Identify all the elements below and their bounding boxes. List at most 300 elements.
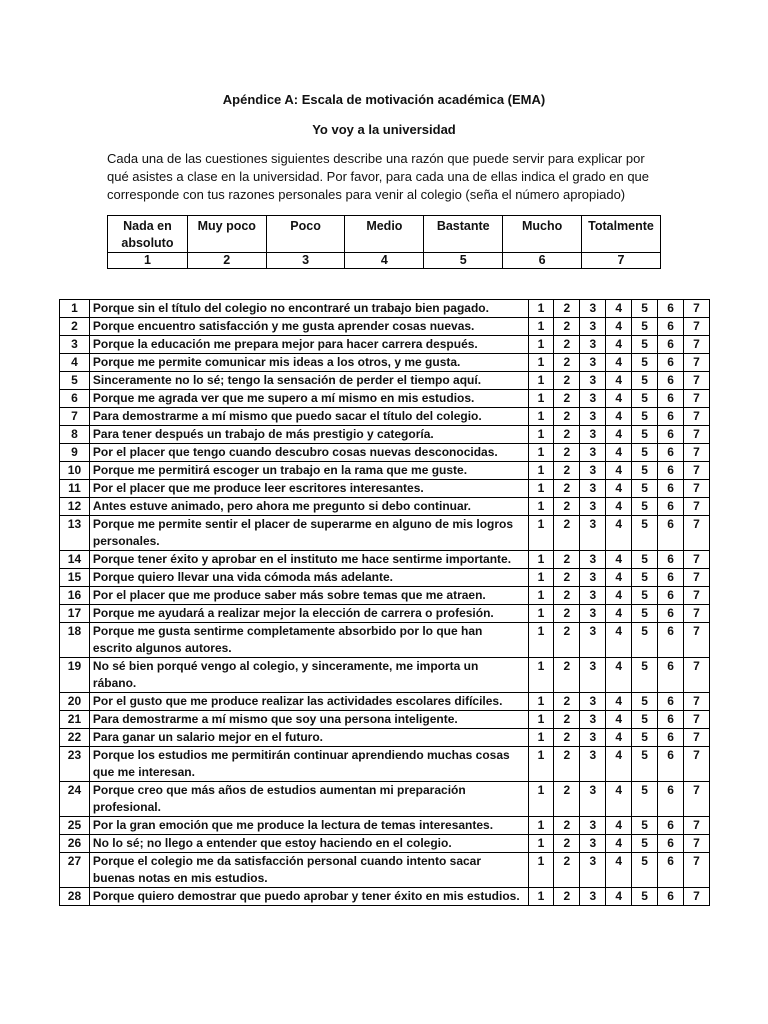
scale-value: 6 — [503, 253, 582, 269]
answer-option[interactable]: 3 — [580, 658, 606, 693]
question-row — [60, 835, 710, 853]
answer-option[interactable]: 2 — [554, 551, 580, 569]
answer-option[interactable]: 3 — [580, 747, 606, 782]
answer-option[interactable]: 7 — [684, 658, 710, 693]
question-row — [60, 693, 710, 711]
answer-option[interactable]: 4 — [606, 426, 632, 444]
scale-value: 7 — [582, 253, 661, 269]
scale-label: Bastante — [424, 216, 503, 253]
answer-option[interactable]: 6 — [658, 336, 684, 354]
answer-option[interactable]: 4 — [606, 693, 632, 711]
answer-option[interactable]: 3 — [580, 623, 606, 658]
answer-option[interactable]: 3 — [580, 587, 606, 605]
answer-option[interactable]: 6 — [658, 853, 684, 888]
answer-option[interactable]: 4 — [606, 888, 632, 906]
answer-option[interactable]: 7 — [684, 888, 710, 906]
answer-option[interactable]: 7 — [684, 480, 710, 498]
answer-option[interactable]: 7 — [684, 587, 710, 605]
answer-option[interactable]: 5 — [632, 551, 658, 569]
answer-option[interactable]: 4 — [606, 372, 632, 390]
answer-option[interactable]: 1 — [528, 569, 554, 587]
answer-option[interactable]: 3 — [580, 888, 606, 906]
answer-option[interactable]: 5 — [632, 817, 658, 835]
answer-option[interactable]: 5 — [632, 498, 658, 516]
answer-option[interactable]: 7 — [684, 516, 710, 551]
question-text: Porque quiero llevar una vida cómoda más adelante. — [89, 569, 528, 587]
answer-option[interactable]: 1 — [528, 551, 554, 569]
answer-option[interactable]: 6 — [658, 569, 684, 587]
answer-option[interactable]: 1 — [528, 888, 554, 906]
answer-option[interactable]: 7 — [684, 729, 710, 747]
question-text: Porque quiero demostrar que puedo aprobar y tener éxito en mis estudios. — [89, 888, 528, 906]
question-row — [60, 372, 710, 390]
answer-option[interactable]: 3 — [580, 782, 606, 817]
question-number: 7 — [60, 408, 90, 426]
answer-option[interactable]: 1 — [528, 408, 554, 426]
question-row — [60, 426, 710, 444]
answer-option[interactable]: 1 — [528, 462, 554, 480]
answer-option[interactable]: 2 — [554, 498, 580, 516]
answer-option[interactable]: 3 — [580, 336, 606, 354]
answer-option[interactable]: 4 — [606, 480, 632, 498]
answer-option[interactable]: 2 — [554, 587, 580, 605]
scale-label: Mucho — [503, 216, 582, 253]
question-number: 16 — [60, 587, 90, 605]
answer-option[interactable]: 4 — [606, 747, 632, 782]
answer-option[interactable]: 5 — [632, 658, 658, 693]
question-text: Porque me permitirá escoger un trabajo en la rama que me guste. — [89, 462, 528, 480]
answer-option[interactable]: 2 — [554, 888, 580, 906]
question-number: 15 — [60, 569, 90, 587]
answer-option[interactable]: 5 — [632, 711, 658, 729]
scale-label: Medio — [345, 216, 424, 253]
question-number: 18 — [60, 623, 90, 658]
answer-option[interactable]: 4 — [606, 605, 632, 623]
question-number: 6 — [60, 390, 90, 408]
answer-option[interactable]: 5 — [632, 853, 658, 888]
question-text: Porque el colegio me da satisfacción personal cuando intento sacar buenas notas en mis estudios. — [89, 853, 528, 888]
question-number: 24 — [60, 782, 90, 817]
answer-option[interactable]: 7 — [684, 462, 710, 480]
answer-option[interactable]: 2 — [554, 658, 580, 693]
answer-option[interactable]: 2 — [554, 623, 580, 658]
question-row — [60, 336, 710, 354]
question-row — [60, 853, 710, 888]
answer-option[interactable]: 3 — [580, 480, 606, 498]
question-row — [60, 390, 710, 408]
answer-option[interactable]: 6 — [658, 480, 684, 498]
answer-option[interactable]: 1 — [528, 390, 554, 408]
question-text: Para demostrarme a mí mismo que soy una persona inteligente. — [89, 711, 528, 729]
answer-option[interactable]: 1 — [528, 354, 554, 372]
answer-option[interactable]: 5 — [632, 605, 658, 623]
question-text: Porque me permite comunicar mis ideas a los otros, y me gusta. — [89, 354, 528, 372]
question-text: No sé bien porqué vengo al colegio, y sinceramente, me importa un rábano. — [89, 658, 528, 693]
question-row — [60, 551, 710, 569]
answer-option[interactable]: 6 — [658, 426, 684, 444]
answer-option[interactable]: 7 — [684, 372, 710, 390]
answer-option[interactable]: 1 — [528, 729, 554, 747]
scale-label: Muy poco — [187, 216, 266, 253]
answer-option[interactable]: 7 — [684, 693, 710, 711]
answer-option[interactable]: 4 — [606, 408, 632, 426]
answer-option[interactable]: 6 — [658, 693, 684, 711]
question-row — [60, 462, 710, 480]
answer-option[interactable]: 2 — [554, 372, 580, 390]
answer-option[interactable]: 3 — [580, 444, 606, 462]
answer-option[interactable]: 3 — [580, 569, 606, 587]
answer-option[interactable]: 6 — [658, 498, 684, 516]
answer-option[interactable]: 5 — [632, 390, 658, 408]
answer-option[interactable]: 6 — [658, 729, 684, 747]
answer-option[interactable]: 4 — [606, 782, 632, 817]
answer-option[interactable]: 2 — [554, 569, 580, 587]
question-text: Por el gusto que me produce realizar las actividades escolares difíciles. — [89, 693, 528, 711]
question-text: Por el placer que me produce leer escritores interesantes. — [89, 480, 528, 498]
answer-option[interactable]: 5 — [632, 569, 658, 587]
answer-option[interactable]: 5 — [632, 444, 658, 462]
answer-option[interactable]: 2 — [554, 462, 580, 480]
answer-option[interactable]: 4 — [606, 551, 632, 569]
answer-option[interactable]: 2 — [554, 336, 580, 354]
question-row — [60, 587, 710, 605]
answer-option[interactable]: 7 — [684, 711, 710, 729]
answer-option[interactable]: 1 — [528, 623, 554, 658]
answer-option[interactable]: 4 — [606, 462, 632, 480]
answer-option[interactable]: 3 — [580, 390, 606, 408]
question-row — [60, 569, 710, 587]
answer-option[interactable]: 5 — [632, 729, 658, 747]
scale-values-row — [108, 253, 661, 269]
answer-option[interactable]: 4 — [606, 498, 632, 516]
answer-option[interactable]: 7 — [684, 623, 710, 658]
question-text: Para ganar un salario mejor en el futuro. — [89, 729, 528, 747]
question-text: Porque tener éxito y aprobar en el instituto me hace sentirme importante. — [89, 551, 528, 569]
answer-option[interactable]: 7 — [684, 747, 710, 782]
answer-option[interactable]: 4 — [606, 658, 632, 693]
answer-option[interactable]: 5 — [632, 782, 658, 817]
scale-value: 4 — [345, 253, 424, 269]
answer-option[interactable]: 2 — [554, 605, 580, 623]
answer-option[interactable]: 4 — [606, 729, 632, 747]
answer-option[interactable]: 7 — [684, 551, 710, 569]
answer-option[interactable]: 6 — [658, 300, 684, 318]
answer-option[interactable]: 7 — [684, 390, 710, 408]
answer-option[interactable]: 5 — [632, 354, 658, 372]
answer-option[interactable]: 4 — [606, 318, 632, 336]
answer-option[interactable]: 6 — [658, 408, 684, 426]
answer-option[interactable]: 1 — [528, 605, 554, 623]
answer-option[interactable]: 1 — [528, 318, 554, 336]
answer-option[interactable]: 1 — [528, 711, 554, 729]
answer-option[interactable]: 3 — [580, 408, 606, 426]
answer-option[interactable]: 1 — [528, 426, 554, 444]
answer-option[interactable]: 1 — [528, 587, 554, 605]
question-number: 19 — [60, 658, 90, 693]
answer-option[interactable]: 4 — [606, 390, 632, 408]
question-row — [60, 516, 710, 551]
answer-option[interactable]: 5 — [632, 623, 658, 658]
answer-option[interactable]: 5 — [632, 835, 658, 853]
answer-option[interactable]: 2 — [554, 408, 580, 426]
answer-option[interactable]: 2 — [554, 426, 580, 444]
answer-option[interactable]: 5 — [632, 462, 658, 480]
answer-option[interactable]: 7 — [684, 782, 710, 817]
answer-option[interactable]: 6 — [658, 318, 684, 336]
page-title: Apéndice A: Escala de motivación académica (EMA) — [222, 92, 546, 107]
answer-option[interactable]: 5 — [632, 426, 658, 444]
answer-option[interactable]: 3 — [580, 462, 606, 480]
question-number: 10 — [60, 462, 90, 480]
question-text: Porque me agrada ver que me supero a mí mismo en mis estudios. — [89, 390, 528, 408]
question-text: Porque la educación me prepara mejor para hacer carrera después. — [89, 336, 528, 354]
question-row — [60, 444, 710, 462]
answer-option[interactable]: 1 — [528, 498, 554, 516]
answer-option[interactable]: 1 — [528, 835, 554, 853]
answer-option[interactable]: 5 — [632, 300, 658, 318]
answer-option[interactable]: 7 — [684, 408, 710, 426]
question-row — [60, 747, 710, 782]
answer-option[interactable]: 3 — [580, 729, 606, 747]
answer-option[interactable]: 3 — [580, 300, 606, 318]
answer-option[interactable]: 2 — [554, 318, 580, 336]
question-text: Porque encuentro satisfacción y me gusta aprender cosas nuevas. — [89, 318, 528, 336]
answer-option[interactable]: 4 — [606, 516, 632, 551]
answer-option[interactable]: 6 — [658, 516, 684, 551]
answer-option[interactable]: 2 — [554, 711, 580, 729]
answer-option[interactable]: 2 — [554, 835, 580, 853]
question-row — [60, 354, 710, 372]
answer-option[interactable]: 3 — [580, 853, 606, 888]
answer-option[interactable]: 7 — [684, 817, 710, 835]
answer-option[interactable]: 4 — [606, 711, 632, 729]
answer-option[interactable]: 6 — [658, 711, 684, 729]
answer-option[interactable]: 5 — [632, 587, 658, 605]
answer-option[interactable]: 3 — [580, 372, 606, 390]
question-number: 25 — [60, 817, 90, 835]
question-number: 20 — [60, 693, 90, 711]
answer-option[interactable]: 4 — [606, 569, 632, 587]
question-text: Porque me permite sentir el placer de superarme en alguno de mis logros personales. — [89, 516, 528, 551]
answer-option[interactable]: 6 — [658, 551, 684, 569]
question-text: Sinceramente no lo sé; tengo la sensación de perder el tiempo aquí. — [89, 372, 528, 390]
question-number: 13 — [60, 516, 90, 551]
question-number: 26 — [60, 835, 90, 853]
rating-scale-legend — [107, 215, 661, 269]
answer-option[interactable]: 7 — [684, 605, 710, 623]
answer-option[interactable]: 4 — [606, 587, 632, 605]
answer-option[interactable]: 4 — [606, 817, 632, 835]
answer-option[interactable]: 5 — [632, 318, 658, 336]
answer-option[interactable]: 2 — [554, 782, 580, 817]
scale-label: Totalmente — [582, 216, 661, 253]
question-row — [60, 318, 710, 336]
scale-value: 1 — [108, 253, 188, 269]
answer-option[interactable]: 4 — [606, 835, 632, 853]
answer-option[interactable]: 4 — [606, 354, 632, 372]
answer-option[interactable]: 4 — [606, 300, 632, 318]
answer-option[interactable]: 2 — [554, 354, 580, 372]
answer-option[interactable]: 1 — [528, 658, 554, 693]
question-number: 4 — [60, 354, 90, 372]
answer-option[interactable]: 3 — [580, 835, 606, 853]
question-row — [60, 658, 710, 693]
answer-option[interactable]: 7 — [684, 444, 710, 462]
answer-option[interactable]: 5 — [632, 747, 658, 782]
answer-option[interactable]: 5 — [632, 408, 658, 426]
answer-option[interactable]: 7 — [684, 354, 710, 372]
question-text: Porque sin el título del colegio no encontraré un trabajo bien pagado. — [89, 300, 528, 318]
answer-option[interactable]: 6 — [658, 835, 684, 853]
question-text: Antes estuve animado, pero ahora me pregunto si debo continuar. — [89, 498, 528, 516]
instructions: Cada una de las cuestiones siguientes describe una razón que puede servir para explicar por qué asistes a clase en la universidad. Por favor, para cada una de ellas indica el grado en que corresponde con tus razones personales para venir al colegio (seña el número apropiado) — [107, 151, 650, 202]
answer-option[interactable]: 3 — [580, 516, 606, 551]
answer-option[interactable]: 3 — [580, 551, 606, 569]
question-number: 17 — [60, 605, 90, 623]
scale-value: 5 — [424, 253, 503, 269]
scale-label: Poco — [266, 216, 345, 253]
answer-option[interactable]: 6 — [658, 390, 684, 408]
answer-option[interactable]: 6 — [658, 782, 684, 817]
answer-option[interactable]: 4 — [606, 336, 632, 354]
answer-option[interactable]: 2 — [554, 747, 580, 782]
question-number: 22 — [60, 729, 90, 747]
answer-option[interactable]: 7 — [684, 835, 710, 853]
answer-option[interactable]: 7 — [684, 853, 710, 888]
question-number: 27 — [60, 853, 90, 888]
question-number: 2 — [60, 318, 90, 336]
answer-option[interactable]: 2 — [554, 693, 580, 711]
answer-option[interactable]: 3 — [580, 817, 606, 835]
question-number: 3 — [60, 336, 90, 354]
answer-option[interactable]: 2 — [554, 853, 580, 888]
answer-option[interactable]: 2 — [554, 390, 580, 408]
answer-option[interactable]: 7 — [684, 426, 710, 444]
question-number: 1 — [60, 300, 90, 318]
question-row — [60, 605, 710, 623]
question-number: 9 — [60, 444, 90, 462]
answer-option[interactable]: 5 — [632, 336, 658, 354]
answer-option[interactable]: 2 — [554, 729, 580, 747]
answer-option[interactable]: 3 — [580, 426, 606, 444]
question-number: 23 — [60, 747, 90, 782]
question-text: Porque creo que más años de estudios aumentan mi preparación profesional. — [89, 782, 528, 817]
page-subtitle: Yo voy a la universidad — [312, 122, 456, 137]
question-row — [60, 817, 710, 835]
answer-option[interactable]: 7 — [684, 336, 710, 354]
question-text: Porque me ayudará a realizar mejor la elección de carrera o profesión. — [89, 605, 528, 623]
answer-option[interactable]: 6 — [658, 658, 684, 693]
question-number: 21 — [60, 711, 90, 729]
answer-option[interactable]: 1 — [528, 444, 554, 462]
answer-option[interactable]: 6 — [658, 623, 684, 658]
question-number: 12 — [60, 498, 90, 516]
scale-value: 2 — [187, 253, 266, 269]
question-text: No lo sé; no llego a entender que estoy haciendo en el colegio. — [89, 835, 528, 853]
question-number: 11 — [60, 480, 90, 498]
question-row — [60, 498, 710, 516]
answer-option[interactable]: 5 — [632, 480, 658, 498]
answer-option[interactable]: 7 — [684, 318, 710, 336]
question-text: Para demostrarme a mí mismo que puedo sacar el título del colegio. — [89, 408, 528, 426]
answer-option[interactable]: 6 — [658, 817, 684, 835]
answer-option[interactable]: 1 — [528, 693, 554, 711]
question-text: Porque me gusta sentirme completamente absorbido por lo que han escrito algunos autores. — [89, 623, 528, 658]
answer-option[interactable]: 1 — [528, 817, 554, 835]
question-row — [60, 480, 710, 498]
answer-option[interactable]: 1 — [528, 853, 554, 888]
scale-labels-row — [108, 216, 661, 253]
answer-option[interactable]: 1 — [528, 516, 554, 551]
answer-option[interactable]: 1 — [528, 336, 554, 354]
answer-option[interactable]: 4 — [606, 623, 632, 658]
answer-option[interactable]: 1 — [528, 480, 554, 498]
answer-option[interactable]: 1 — [528, 372, 554, 390]
answer-option[interactable]: 5 — [632, 693, 658, 711]
answer-option[interactable]: 3 — [580, 711, 606, 729]
answer-option[interactable]: 6 — [658, 888, 684, 906]
answer-option[interactable]: 5 — [632, 372, 658, 390]
question-number: 8 — [60, 426, 90, 444]
question-row — [60, 888, 710, 906]
question-row — [60, 408, 710, 426]
answer-option[interactable]: 3 — [580, 693, 606, 711]
answer-option[interactable]: 1 — [528, 300, 554, 318]
answer-option[interactable]: 1 — [528, 782, 554, 817]
answer-option[interactable]: 7 — [684, 498, 710, 516]
question-text: Por el placer que me produce saber más sobre temas que me atraen. — [89, 587, 528, 605]
answer-option[interactable]: 2 — [554, 817, 580, 835]
answer-option[interactable]: 6 — [658, 462, 684, 480]
answer-option[interactable]: 7 — [684, 300, 710, 318]
answer-option[interactable]: 4 — [606, 853, 632, 888]
question-number: 28 — [60, 888, 90, 906]
questionnaire-table — [59, 299, 710, 906]
answer-option[interactable]: 6 — [658, 587, 684, 605]
answer-option[interactable]: 4 — [606, 444, 632, 462]
question-text: Por la gran emoción que me produce la lectura de temas interesantes. — [89, 817, 528, 835]
question-text: Para tener después un trabajo de más prestigio y categoría. — [89, 426, 528, 444]
answer-option[interactable]: 6 — [658, 372, 684, 390]
question-row — [60, 623, 710, 658]
answer-option[interactable]: 2 — [554, 300, 580, 318]
question-text: Por el placer que tengo cuando descubro cosas nuevas desconocidas. — [89, 444, 528, 462]
scale-label: Nada en absoluto — [108, 216, 188, 253]
answer-option[interactable]: 3 — [580, 498, 606, 516]
question-number: 5 — [60, 372, 90, 390]
answer-option[interactable]: 6 — [658, 354, 684, 372]
question-text: Porque los estudios me permitirán continuar aprendiendo muchas cosas que me interesan. — [89, 747, 528, 782]
question-row — [60, 300, 710, 318]
question-row — [60, 729, 710, 747]
answer-option[interactable]: 6 — [658, 444, 684, 462]
question-number: 14 — [60, 551, 90, 569]
answer-option[interactable]: 2 — [554, 516, 580, 551]
question-row — [60, 782, 710, 817]
answer-option[interactable]: 3 — [580, 605, 606, 623]
answer-option[interactable]: 5 — [632, 888, 658, 906]
answer-option[interactable]: 6 — [658, 747, 684, 782]
answer-option[interactable]: 2 — [554, 444, 580, 462]
answer-option[interactable]: 3 — [580, 318, 606, 336]
answer-option[interactable]: 1 — [528, 747, 554, 782]
answer-option[interactable]: 7 — [684, 569, 710, 587]
question-row — [60, 711, 710, 729]
answer-option[interactable]: 5 — [632, 516, 658, 551]
answer-option[interactable]: 3 — [580, 354, 606, 372]
answer-option[interactable]: 2 — [554, 480, 580, 498]
answer-option[interactable]: 6 — [658, 605, 684, 623]
